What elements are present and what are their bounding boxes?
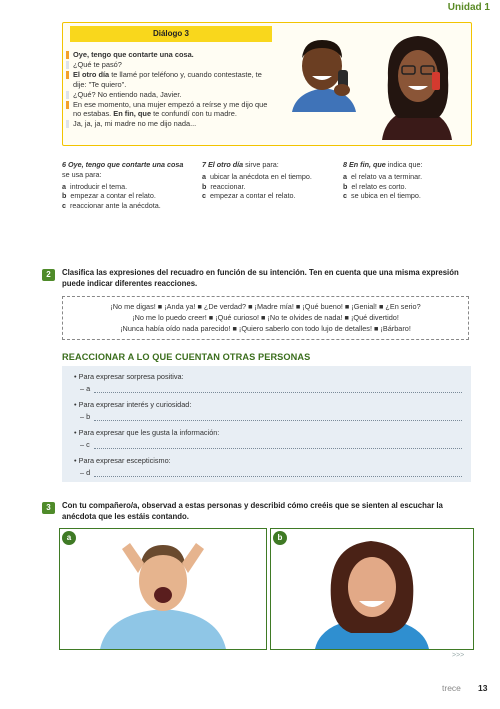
dialog-line [66, 70, 276, 90]
category-label [74, 456, 171, 466]
speaker-marker [66, 51, 69, 59]
photo-a-frame [59, 528, 267, 650]
option-text: el relato va a terminar. [351, 171, 423, 181]
speaker-marker [66, 71, 69, 79]
option-letter: c [343, 191, 347, 201]
option-letter: b [202, 181, 207, 191]
option-text: se ubica en el tiempo. [351, 191, 421, 201]
woman-on-phone-photo [368, 28, 466, 140]
question-stem: indica que: [385, 160, 423, 169]
activity-3-instruction: Con tu compañero/a, observad a estas personas y describid cómo creéis que se sienten al escuchar la anécdota que les estáis contando. [62, 501, 443, 521]
answer-option[interactable] [343, 191, 473, 201]
option-text: ubicar la anécdota en el tiempo. [210, 171, 312, 181]
dialog-text: te confundí con tu madre. [151, 109, 237, 119]
answer-line[interactable] [94, 448, 462, 449]
question-heading [202, 160, 332, 170]
question-expression: El otro día [208, 160, 244, 169]
option-text: el relato es corto. [351, 181, 407, 191]
category-text: Para expresar sorpresa positiva: [78, 372, 184, 381]
option-letter: c [62, 201, 66, 211]
dialog-line [66, 100, 276, 120]
dialog-text: ¿Qué? No entiendo nada, Javier. [73, 89, 182, 99]
category-text: Para expresar que les gusta la información: [78, 428, 220, 437]
answer-line-label: – b [80, 412, 91, 421]
page-word: trece [442, 683, 461, 693]
expressions-line-1: ¡No me digas! ■ ¡Anda ya! ■ ¿De verdad? ■ ¡Madre mía! ■ ¡Qué bueno! ■ ¡Genial! ■ ¿En serio? [110, 302, 421, 311]
answer-line-label: – d [80, 468, 91, 477]
section-title: REACCIONAR A LO QUE CUENTAN OTRAS PERSONAS [62, 352, 311, 362]
activity-2-badge: 2 [42, 269, 55, 281]
option-letter: a [202, 171, 206, 181]
answer-option[interactable] [62, 191, 192, 201]
continue-arrows: >>> [452, 652, 465, 659]
question-number: 8 [343, 160, 347, 169]
category-label [74, 372, 184, 382]
activity-2-instruction: Clasifica las expresiones del recuadro en función de su intención. Ten en cuenta que una misma expresión puede indicar diferentes reacciones. [62, 268, 459, 288]
bullet-icon: • [74, 372, 79, 381]
answer-option[interactable] [202, 172, 332, 182]
dialog-text: te llamé por teléfono y, cuando contestaste, te dije: "Te quiero". [73, 69, 262, 89]
category-text: Para expresar escepticismo: [78, 456, 171, 465]
option-text: empezar a contar el relato. [210, 191, 296, 201]
answer-option[interactable] [202, 182, 332, 192]
dialog-line [66, 60, 276, 70]
bold-expression: El otro día [73, 69, 110, 79]
man-on-phone-photo [282, 28, 366, 112]
answer-option[interactable] [343, 172, 473, 182]
expressions-line-2: ¡No me lo puedo creer! ■ ¡Qué curioso! ■ ¡No te olvides de nada! ■ ¡Qué divertido! [132, 313, 399, 322]
bold-expression: Oye, tengo que contarte una cosa. [73, 50, 194, 59]
question-heading [62, 160, 192, 180]
question-7 [202, 160, 332, 201]
expressions-box [62, 296, 469, 340]
speaker-marker [66, 91, 69, 99]
classification-table [62, 366, 471, 482]
bold-expression: En fin, que [113, 109, 152, 119]
dialog-title: Diálogo 3 [70, 26, 272, 42]
photo-b-label: b [273, 531, 287, 545]
speaker-marker [66, 61, 69, 69]
option-letter: a [343, 171, 347, 181]
bullet-icon: • [74, 456, 79, 465]
answer-option[interactable] [343, 182, 473, 192]
option-text: reaccionar. [210, 181, 246, 191]
page-number: 13 [478, 683, 488, 693]
answer-line-label: – a [80, 384, 91, 393]
answer-line-label: – c [80, 440, 90, 449]
answer-line[interactable] [94, 392, 462, 393]
dialog-text: Ja, ja, ja, mi madre no me dijo nada... [73, 119, 197, 129]
category-label [74, 400, 191, 410]
bullet-icon: • [74, 428, 79, 437]
dialog-lines [66, 50, 276, 129]
answer-option[interactable] [202, 191, 332, 201]
activity-3-badge: 3 [42, 502, 55, 514]
question-expression: En fin, que [349, 160, 386, 169]
dialog-line [66, 119, 276, 129]
question-stem: sirve para: [243, 160, 279, 169]
answer-option[interactable] [62, 182, 192, 192]
dialog-line [66, 50, 276, 60]
option-letter: b [62, 191, 67, 201]
speaker-marker [66, 101, 69, 109]
category-text: Para expresar interés y curiosidad: [78, 400, 192, 409]
category-label [74, 428, 219, 438]
speaker-marker [66, 120, 69, 128]
unit-title: Unidad 1 [447, 2, 490, 13]
dialog-line [66, 90, 276, 100]
answer-line[interactable] [94, 476, 462, 477]
photo-a-label: a [62, 531, 76, 545]
dialog-text: En ese momento, una mujer empezó a reírse y me dijo que no estabas. [73, 99, 268, 119]
option-letter: c [202, 191, 206, 201]
laughing-woman-photo [271, 529, 473, 649]
answer-line[interactable] [94, 420, 462, 421]
question-8 [343, 160, 473, 201]
question-expression: Oye, tengo que contarte una cosa [68, 160, 184, 169]
photo-b-frame [270, 528, 474, 650]
question-stem: se usa para: [62, 169, 102, 179]
option-text: empezar a contar el relato. [70, 191, 156, 201]
bullet-icon: • [74, 400, 79, 409]
answer-option[interactable] [62, 201, 192, 211]
option-text: introducir el tema. [70, 181, 128, 191]
dialog-text: ¿Qué te pasó? [73, 59, 122, 69]
option-text: reaccionar ante la anécdota. [70, 201, 161, 211]
question-number: 7 [202, 160, 206, 169]
expressions-line-3: ¡Nunca había oído nada parecido! ■ ¡Quiero saberlo con todo lujo de detalles! ■ ¡Bárbaro! [120, 324, 411, 333]
option-letter: b [343, 181, 348, 191]
option-letter: a [62, 181, 66, 191]
question-number: 6 [62, 160, 66, 169]
question-heading [343, 160, 473, 170]
question-6 [62, 160, 192, 211]
surprised-man-photo [60, 529, 266, 649]
